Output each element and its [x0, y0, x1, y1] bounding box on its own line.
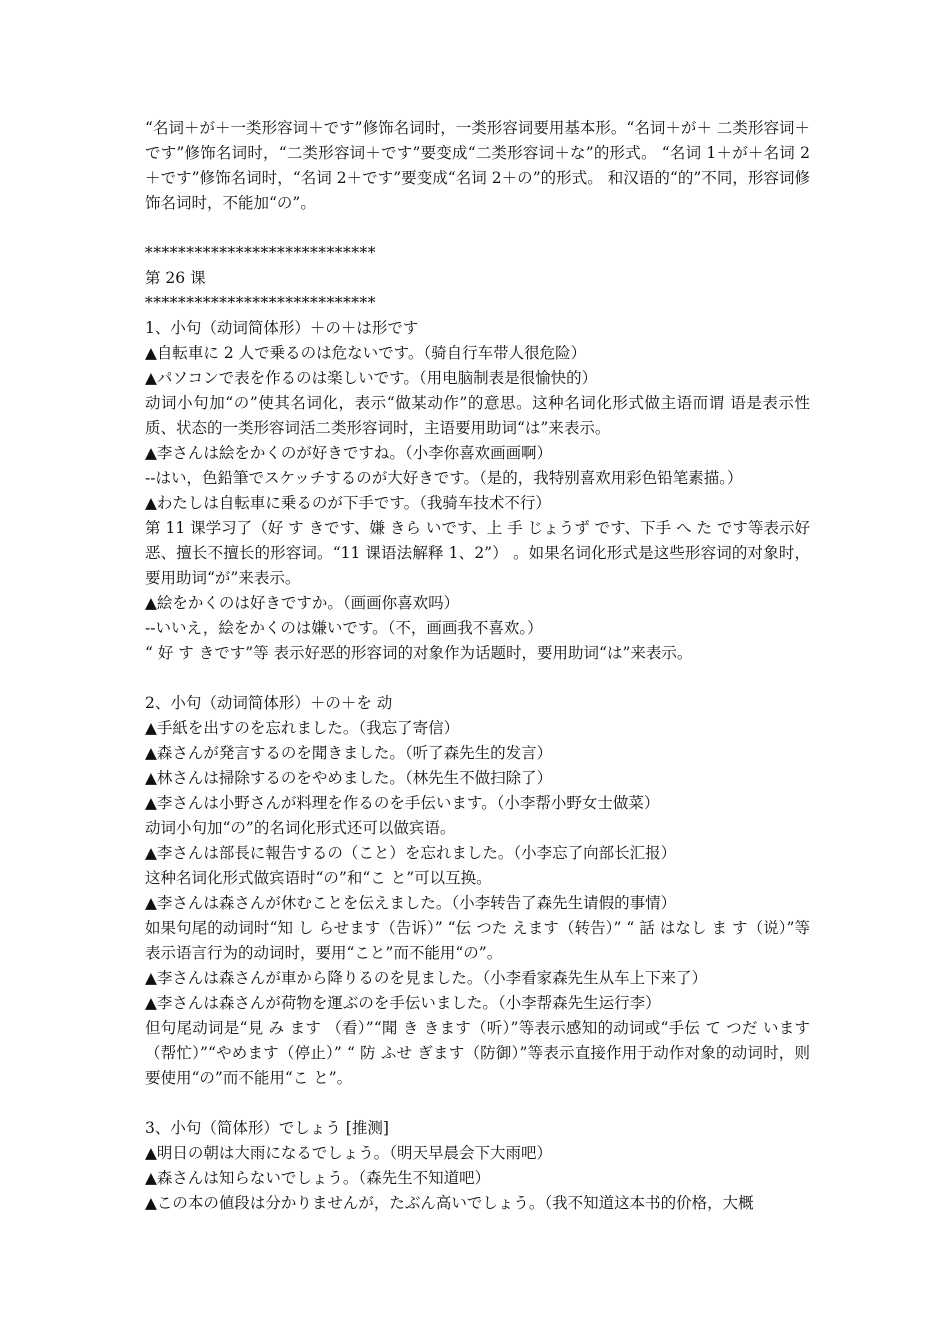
explanation-paragraph: 这种名词化形式做宾语时“の”和“こ と”可以互换。 [145, 869, 492, 887]
example-line: ▲李さんは部長に報告するの（こと）を忘れました。（小李忘了向部长汇报） [145, 844, 677, 862]
example-line: ▲李さんは森さんが荷物を運ぶのを手伝いました。（小李帮森先生运行李） [145, 994, 661, 1012]
lesson-title: 第 26 课 [145, 269, 206, 287]
explanation-paragraph: 动词小句加“の”的名词化形式还可以做宾语。 [145, 819, 456, 837]
example-line: ▲明日の朝は大雨になるでしょう。（明天早晨会下大雨吧） [145, 1144, 553, 1162]
explanation-paragraph: 如果句尾的动词时“知 し らせます（告诉）” “伝 つた えます（转告）” “ 話 はなし ま す（说）”等表示语言行为的动词时，要用“こと”而不能用“の”。 [145, 919, 810, 962]
example-line: ▲わたしは自転車に乗るのが下手です。（我骑车技术不行） [145, 494, 551, 512]
separator-bottom: **************************** [145, 294, 376, 312]
example-line: ▲李さんは絵をかくのが好きですね。（小李你喜欢画画啊） [145, 444, 553, 462]
example-line: --はい，色鉛筆でスケッチするのが大好きです。（是的，我特别喜欢用彩色铅笔素描。） [145, 469, 743, 487]
section-2-title: 2、小句（动词简体形）＋の＋を 动 [145, 694, 393, 712]
example-line: ▲森さんは知らないでしょう。（森先生不知道吧） [145, 1169, 491, 1187]
separator-top: **************************** [145, 244, 376, 262]
example-line: ▲李さんは小野さんが料理を作るのを手伝います。（小李帮小野女士做菜） [145, 794, 660, 812]
example-line: ▲李さんは森さんが車から降りるのを見ました。（小李看家森先生从车上下来了） [145, 969, 708, 987]
example-line: --いいえ，絵をかくのは嫌いです。（不，画画我不喜欢。） [145, 619, 543, 637]
document-page [145, 116, 810, 1216]
explanation-paragraph: 第 11 课学习了（好 す きです、嫌 きら いです、上 手 じょうず です、下手 へ た です等表示好恶、擅长不擅长的形容词。“11 课语法解释 1、2”） 。如果名词化形式是这些形容词的对象时，要用助词“が”来表示。 [145, 519, 810, 587]
example-line: ▲絵をかくのは好きですか。（画画你喜欢吗） [145, 594, 460, 612]
example-line: ▲森さんが発言するのを聞きました。（听了森先生的发言） [145, 744, 553, 762]
explanation-paragraph: “ 好 す きです”等 表示好恶的形容词的对象作为话题时，要用助词“は”来表示。 [145, 644, 693, 662]
explanation-paragraph: 动词小句加“の”使其名词化，表示“做某动作”的意思。这种名词化形式做主语而谓 语是表示性质、状态的一类形容词活二类形容词时，主语要用助词“は”来表示。 [145, 394, 810, 437]
explanation-paragraph: 但句尾动词是“見 み ます （看）”“聞 き きます（听）”等表示感知的动词或“手伝 て つだ います（帮忙）”“やめます（停止）” “ 防 ふせ ぎます（防御）”等表示直接作用于动作对象的动词时，则要使用“の”而不能用“こ と”。 [145, 1019, 810, 1087]
example-line: ▲自転車に 2 人で乗るのは危ないです。（骑自行车带人很危险） [145, 344, 587, 362]
example-line: ▲この本の値段は分かりませんが，たぶん高いでしょう。（我不知道这本书的价格，大概 [145, 1194, 754, 1212]
example-line: ▲林さんは掃除するのをやめました。（林先生不做扫除了） [145, 769, 553, 787]
section-1-title: 1、小句（动词简体形）＋の＋は形です [145, 319, 419, 337]
example-line: ▲李さんは森さんが休むことを伝えました。（小李转告了森先生请假的事情） [145, 894, 677, 912]
section-3-title: 3、小句（简体形）でしょう [推测] [145, 1119, 389, 1137]
example-line: ▲パソコンで表を作るのは楽しいです。（用电脑制表是很愉快的） [145, 369, 598, 387]
intro-paragraph: “名词＋が＋一类形容词＋です”修饰名词时，一类形容词要用基本形。“名词＋が＋ 二类形容词＋です”修饰名词时，“二类形容词＋です”要变成“二类形容词＋な”的形式。 “名词 1＋が＋名词 2＋です”修饰名词时，“名词 2＋です”要变成“名词 2＋の”的形式。 和汉语的“的”不同，形容词修饰名词时，不能加“の”。 [145, 119, 810, 212]
example-line: ▲手紙を出すのを忘れました。（我忘了寄信） [145, 719, 460, 737]
